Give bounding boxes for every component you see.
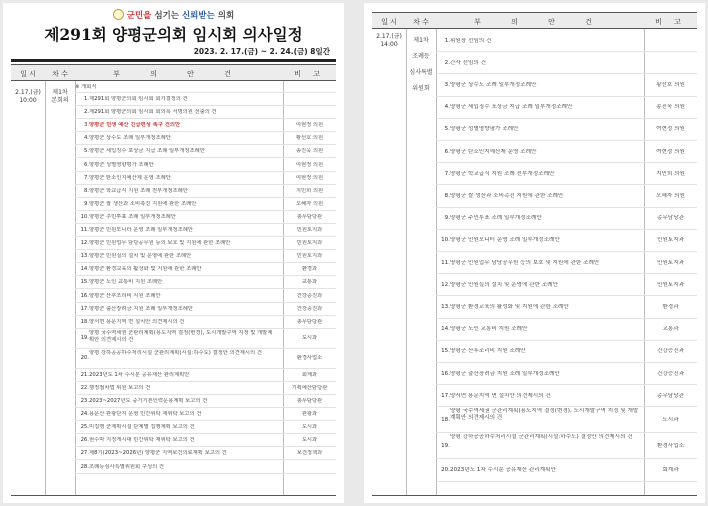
column-divider — [45, 81, 46, 495]
table-row — [436, 252, 697, 274]
item-number: 18. — [80, 318, 89, 325]
slogan-part: 섬기는 — [154, 11, 179, 21]
table-row — [75, 93, 336, 106]
item-number: 19. — [80, 335, 89, 342]
agenda-item-text: 양평군 상수도 조례 일부개정조례안 — [89, 135, 171, 142]
agenda-item-text: 제8기(2023~2026년) 양평군 지역보건의료계획 보고의 건 — [89, 450, 227, 457]
agenda-item-text: 2023~2027년도 중기기본인력운용계획 보고의 건 — [89, 398, 208, 405]
item-number: 20. — [80, 355, 89, 362]
agenda-item-text: 양평군 민생 예산 긴급편성 촉구 건의안 — [89, 122, 181, 129]
slogan-part: 의회 — [217, 11, 235, 21]
item-number: 7. — [83, 174, 89, 181]
agenda-item-note: 건강증진과 — [656, 348, 685, 355]
agenda-item-text: 양평군 산후조리비 지원 조례안 — [450, 348, 526, 355]
col-agenda: 부 의 안 건 — [474, 18, 606, 26]
item-number: 6. — [444, 148, 450, 155]
agenda-item-note: 회계과 — [301, 371, 318, 378]
agenda-item-text: 양평군 세입징수 포상금 지급 조례 일부개정조례안 — [89, 148, 205, 155]
agenda-item-text: 간사 선임의 건 — [450, 59, 486, 66]
agenda-item-text: 양서면 용문지역 면 설치안 의견제시의 건 — [450, 392, 551, 399]
table-row — [75, 211, 336, 224]
table-bottom-rule — [372, 495, 697, 496]
item-number: 21. — [80, 371, 89, 378]
agenda-item-note: 기획예산담당관 — [291, 384, 328, 391]
table-row — [436, 296, 697, 318]
title-rule — [11, 59, 336, 62]
agenda-item-text: 양평군 민원실의 설치 및 운영에 관한 조례안 — [89, 253, 192, 260]
table-row — [436, 119, 697, 141]
agenda-item-text: 양평군 민원모니터 운영 조례 일부개정조례안 — [450, 237, 560, 244]
item-number: 9. — [83, 200, 89, 207]
item-number: 17. — [80, 305, 89, 312]
table-row — [75, 276, 336, 289]
item-number: 8. — [444, 192, 450, 199]
table-row — [436, 97, 697, 119]
agenda-item-note: 건강증진과 — [296, 305, 323, 312]
agenda-item-note: 민원토지과 — [296, 253, 323, 260]
agenda-item-note: 지민희 의원 — [295, 187, 324, 194]
agenda-item-text: 양평군 상수도 조례 일부개정조례안 — [450, 81, 537, 88]
agenda-item-note: 여현정 의원 — [295, 174, 324, 181]
item-number: 18. — [441, 416, 450, 423]
agenda-item-note: 관광과 — [301, 411, 318, 418]
item-number: 24. — [80, 411, 89, 418]
item-number: 14. — [441, 326, 450, 333]
table-row — [75, 224, 336, 237]
section-label: ※ 개회식 — [75, 84, 97, 90]
agenda-item-note: 송진욱 의원 — [656, 104, 685, 111]
agenda-item-note: 총무담당관 — [296, 398, 323, 405]
item-number: 9. — [444, 215, 450, 222]
table-row — [436, 163, 697, 185]
agenda-item-text: 양평군 노인 교통비 지원 조례안 — [89, 279, 163, 286]
agenda-item-text: 양평군 쌀 생산과 소비촉진 지원에 관한 조례안 — [450, 192, 564, 199]
agenda-item-note: 건강증진과 — [656, 370, 685, 377]
agenda-item-text: 양평군 민원실의 설치 및 운영에 관한 조례안 — [450, 281, 558, 288]
table-row — [75, 119, 336, 132]
table-row — [75, 303, 336, 316]
agenda-item-text: 양평 국수역세권 군관리계획(용도지역 결정(변경), 도시개발구역 지정 및 개발계획안 의견제시의 건 — [89, 329, 273, 343]
agenda-item-text: 양평군 주민투표 조례 일부개정조례안 — [450, 215, 542, 222]
agenda-item-text: 용문산 관광단지 운영 민간위탁 재위탁 보고의 건 — [89, 411, 202, 418]
table-row — [75, 461, 336, 474]
item-number: 5. — [444, 126, 450, 133]
agenda-item-text: 양평군 산후조리비 지원 조례안 — [89, 292, 161, 299]
agenda-item-note: 도시과 — [301, 335, 318, 342]
table-row — [436, 459, 697, 481]
agenda-item-note: 여현정 의원 — [656, 126, 685, 133]
agenda-item-note: 교통과 — [662, 326, 679, 333]
session-order-cell — [406, 33, 436, 97]
list-item — [75, 84, 336, 93]
item-number: 28. — [80, 463, 89, 470]
table-row — [436, 274, 697, 296]
agenda-item-note: 총무담당관 — [656, 392, 685, 399]
table-row — [75, 172, 336, 185]
document-page-right — [364, 3, 705, 503]
column-divider — [406, 29, 407, 495]
table-row — [75, 434, 336, 447]
table-row — [75, 185, 336, 198]
item-number: 11. — [80, 227, 89, 234]
item-number: 3. — [83, 122, 89, 129]
agenda-item-note: 보건정책과 — [296, 450, 323, 457]
item-number: 6. — [83, 161, 89, 168]
table-bottom-rule — [11, 495, 336, 496]
agenda-item-text: 위원장 선임의 건 — [450, 37, 492, 44]
agenda-item-text: 2023년도 1차 수시분 공유재산 관리계획안 — [450, 466, 556, 473]
agenda-item-text: 양평 강하공공하수처리시설 군관리계획(시설:하수도) 결정안 의견제시의 건 — [89, 349, 262, 356]
agenda-item-text: 미집행 군계획시설 단계별 집행계획 보고의 건 — [89, 424, 195, 431]
table-row — [436, 52, 697, 74]
agenda-item-text: 양평군 성별영향평가 조례안 — [89, 161, 154, 168]
item-number: 4. — [83, 135, 89, 142]
table-row — [436, 433, 697, 459]
item-number: 7. — [444, 170, 450, 177]
table-row — [75, 198, 336, 211]
table-row — [75, 106, 336, 119]
session-order: 제1차 — [52, 89, 68, 96]
agenda-item-note: 오혜자 의원 — [656, 192, 685, 199]
item-number: 10. — [80, 213, 89, 220]
item-number: 11. — [441, 259, 450, 266]
table-row — [436, 385, 697, 407]
agenda-item-note: 민원토지과 — [656, 237, 685, 244]
col-date: 일 시 — [381, 18, 397, 26]
table-row — [436, 74, 697, 96]
table-row — [75, 316, 336, 329]
item-number: 22. — [80, 384, 89, 391]
item-number: 14. — [80, 266, 89, 273]
table-row — [75, 349, 336, 369]
table-row — [75, 290, 336, 303]
document-title: 제291회 양평군의회 임시회 의사일정 — [44, 25, 303, 44]
agenda-item-note: 교통과 — [301, 279, 318, 286]
item-number: 5. — [83, 148, 89, 155]
item-number: 10. — [441, 237, 450, 244]
session-order: 조례등 — [412, 53, 430, 60]
agenda-item-note: 여현정 의원 — [295, 122, 324, 129]
agenda-item-note: 황선호 의원 — [295, 135, 324, 142]
item-number: 4. — [444, 104, 450, 111]
item-number: 25. — [80, 424, 89, 431]
agenda-item-note: 송진욱 의원 — [295, 148, 324, 155]
item-number: 2. — [83, 109, 89, 116]
item-number: 27. — [80, 450, 89, 457]
table-row — [75, 421, 336, 434]
table-row — [75, 132, 336, 145]
agenda-item-text: 양평군 민원업무 담당공무원 등의 보호 및 지원에 관한 조례안 — [450, 259, 600, 266]
agenda-item-note: 여현정 의원 — [295, 161, 324, 168]
agenda-item-text: 양평군 환경교육의 활성화 및 지원에 관한 조례안 — [450, 303, 569, 310]
agenda-item-note: 여현정 의원 — [656, 148, 685, 155]
item-number: 13. — [80, 253, 89, 260]
slogan-part: 신뢰받는 — [181, 11, 215, 21]
table-row — [436, 208, 697, 230]
agenda-item-text: 양평군 출산장려금 지원 조례 일부개정조례안 — [450, 370, 560, 377]
session-dates: 2023. 2. 17.(금) ~ 2. 24.(금) 8일간 — [193, 47, 330, 56]
table-row — [436, 319, 697, 341]
table-row — [436, 407, 697, 433]
agenda-item-text: 양평 강하공공하수처리시설 군관리계획(시설:하수도) 결정안 의견제시의 건 — [450, 434, 633, 441]
session-time: 10:00 — [19, 97, 37, 104]
session-date: 2.17.(금) — [376, 33, 402, 40]
agenda-item-text: 양평군 민원모니터 운영 조례 일부개정조례안 — [89, 227, 193, 234]
table-header — [11, 64, 336, 81]
agenda-item-note: 민원토지과 — [296, 227, 323, 234]
agenda-item-note: 민원토지과 — [296, 240, 323, 247]
agenda-item-text: 양평군 쌀 생산과 소비촉진 지원에 관한 조례안 — [89, 200, 197, 207]
agenda-item-text: 제291회 양평군의회 임시회 회의록 서명의원 선출의 건 — [89, 109, 217, 116]
agenda-item-note: 건강증진과 — [296, 292, 323, 299]
item-number: 1. — [444, 37, 450, 44]
agenda-item-note: 환경과 — [662, 303, 679, 310]
agenda-item-text: 양평군 학교급식 지원 조례 전부개정조례안 — [89, 187, 188, 194]
table-row — [75, 263, 336, 276]
item-number: 13. — [441, 303, 450, 310]
item-number: 20. — [441, 466, 450, 473]
table-row — [436, 230, 697, 252]
item-number: 8. — [83, 187, 89, 194]
item-number: 26. — [80, 437, 89, 444]
item-number: 15. — [441, 348, 450, 355]
session-order: 본회의 — [51, 97, 69, 104]
session-order-cell — [45, 89, 75, 105]
council-emblem-icon — [113, 9, 124, 20]
agenda-item-note: 회계과 — [662, 466, 679, 473]
item-number: 19. — [441, 442, 450, 449]
col-date: 일 시 — [20, 70, 36, 78]
table-row — [436, 185, 697, 207]
col-note: 비 고 — [294, 70, 325, 78]
agenda-item-text: 양평군 환경교육의 활성화 및 지원에 관한 조례안 — [89, 266, 202, 273]
session-order: 심사특별 — [409, 69, 433, 76]
table-row — [436, 341, 697, 363]
item-number: 16. — [441, 370, 450, 377]
session-order: 제1차 — [413, 37, 429, 44]
session-order: 위원회 — [412, 85, 430, 92]
table-row — [436, 30, 697, 52]
item-number: 12. — [441, 281, 450, 288]
agenda-item-text: 양평군 출산장려금 지원 조례 일부개정조례안 — [89, 305, 193, 312]
agenda-item-note: 도시과 — [662, 416, 679, 423]
table-row — [75, 145, 336, 158]
agenda-item-text: 양평군 민원업무 담당공무원 등의 보호 및 지원에 관한 조례안 — [89, 240, 231, 247]
agenda-item-text: 양서면 용문지역 면 설치안 의견제시의 건 — [89, 318, 185, 325]
table-row — [75, 237, 336, 250]
table-row — [75, 250, 336, 263]
item-number: 1. — [83, 96, 89, 103]
agenda-item-note: 지민희 의원 — [656, 170, 685, 177]
agenda-item-note: 도시과 — [301, 424, 318, 431]
agenda-item-note: 환경과 — [301, 266, 318, 273]
agenda-item-text: 2023년도 1차 수시분 공유재산 관리계획안 — [89, 371, 190, 378]
agenda-item-note: 총무담당관 — [296, 318, 323, 325]
agenda-item-text: 양평군 학교급식 지원 조례 전부개정조례안 — [450, 170, 555, 177]
agenda-item-text: 양평군 성별영향평가 조례안 — [450, 126, 519, 133]
table-row — [75, 408, 336, 421]
agenda-item-text: 양평군 탄소인지예산제 운영 조례안 — [450, 148, 537, 155]
agenda-item-text: 양평군 세입징수 포상금 지급 조례 일부개정조례안 — [450, 104, 573, 111]
agenda-item-text: 제291회 양평군의회 임시회 회기결정의 건 — [89, 96, 188, 103]
agenda-item-note: 도시과 — [301, 437, 318, 444]
col-agenda: 부 의 안 건 — [113, 70, 245, 78]
table-row — [436, 363, 697, 385]
agenda-item-text: 조례등심사특별위원회 구성의 건 — [89, 463, 165, 470]
item-number: 15. — [80, 279, 89, 286]
table-header — [372, 12, 697, 29]
table-row — [75, 369, 336, 382]
agenda-item-text: 양평 국수역세권 군관리계획(용도지역 결정(변경), 도시개발구역 지정 및 개발계획안 의견제시의 건 — [450, 408, 639, 422]
table-row — [75, 382, 336, 395]
item-number: 17. — [441, 392, 450, 399]
agenda-item-text: 양평군 노인 교통비 지원 조례안 — [450, 326, 528, 333]
agenda-item-note: 환경사업소 — [656, 442, 685, 449]
session-date-cell — [372, 33, 406, 49]
agenda-item-note: 민원토지과 — [656, 281, 685, 288]
item-number: 3. — [444, 81, 450, 88]
table-row — [75, 329, 336, 349]
agenda-item-note: 환경사업소 — [296, 355, 323, 362]
table-row — [75, 447, 336, 460]
item-number: 23. — [80, 398, 89, 405]
col-order: 차 수 — [52, 70, 68, 78]
col-note: 비 고 — [655, 18, 686, 26]
council-slogan — [3, 9, 344, 21]
item-number: 2. — [444, 59, 450, 66]
document-page-left — [3, 3, 344, 503]
session-time: 14:00 — [380, 41, 398, 48]
agenda-item-note: 민원토지과 — [656, 259, 685, 266]
agenda-item-note: 오혜자 의원 — [295, 200, 324, 207]
agenda-item-note: 총무담당관 — [296, 213, 323, 220]
agenda-item-note: 황선호 의원 — [656, 81, 685, 88]
table-row — [75, 395, 336, 408]
item-number: 12. — [80, 240, 89, 247]
agenda-item-note: 총무담당관 — [656, 215, 685, 222]
agenda-item-text: 양평군 주민투표 조례 일부개정조례안 — [89, 213, 176, 220]
item-number: 16. — [80, 292, 89, 299]
table-row — [436, 141, 697, 163]
session-date-cell — [11, 89, 45, 105]
col-order: 차 수 — [413, 18, 429, 26]
slogan-part: 군민을 — [126, 11, 152, 21]
agenda-item-text: 양평군 탄소인지예산제 운영 조례안 — [89, 174, 171, 181]
table-row — [75, 159, 336, 172]
agenda-item-text: 현수막 지정게시대 민간위탁 재위탁 보고의 건 — [89, 437, 195, 444]
agenda-item-text: 행정절차법 위원 보고의 건 — [89, 384, 151, 391]
session-date: 2.17.(금) — [15, 89, 41, 96]
